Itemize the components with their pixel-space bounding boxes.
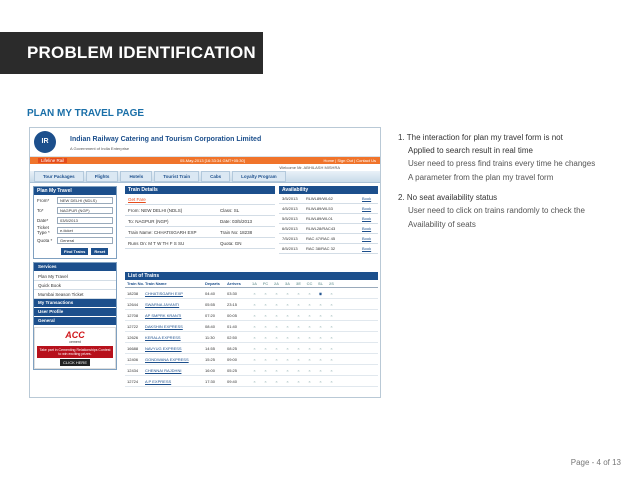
class-radio[interactable]: × [275, 302, 278, 307]
date-input[interactable]: 03/5/2013 [57, 217, 113, 224]
class-radio[interactable]: × [253, 313, 256, 318]
availability-row [279, 204, 378, 214]
class-radio[interactable]: × [253, 368, 256, 373]
td-runs: Runs On: M T W TH F S SU [128, 241, 185, 246]
to-label: To* [37, 207, 44, 213]
train-row [125, 310, 378, 321]
find-trains-button[interactable]: Find Trains [61, 248, 88, 255]
point-1 [398, 131, 628, 185]
train-arrives: 09:00 [227, 357, 238, 362]
col-arrives[interactable]: Arrives [227, 281, 241, 286]
class-radio[interactable]: ◉ [318, 291, 323, 296]
user-profile[interactable]: User Profile [34, 308, 116, 316]
train-number: 12434 [127, 368, 139, 373]
class-radio[interactable]: × [286, 335, 289, 340]
class-radio[interactable]: × [330, 302, 333, 307]
col-sl: SL [317, 281, 324, 286]
td-name: Train Name: CHHATISGARH EXP [128, 230, 197, 235]
train-name-cell [145, 310, 205, 320]
class-radio[interactable]: × [330, 313, 333, 318]
av-status: RLWL89/WL01 [306, 216, 333, 221]
class-radio[interactable]: × [286, 313, 289, 318]
train-number: 16688 [127, 346, 139, 351]
class-radio[interactable]: × [275, 357, 278, 362]
col-train-name: Train Name [145, 281, 167, 286]
class-radio[interactable]: × [297, 368, 300, 373]
train-number: 12406 [127, 357, 139, 362]
service-mumbai-season[interactable]: Mumbai Season Ticket [34, 290, 116, 299]
class-radio[interactable]: × [264, 313, 267, 318]
class-radio[interactable]: × [319, 357, 322, 362]
acc-brand: ACC [65, 330, 85, 340]
book-link[interactable]: Book [362, 236, 372, 241]
class-radio[interactable]: × [264, 324, 267, 329]
col-train-no: Train No. [127, 281, 145, 286]
book-link[interactable]: Book [362, 226, 372, 231]
nav-tourist-train[interactable]: Tourist Train [154, 171, 199, 182]
class-radio[interactable]: × [308, 313, 311, 318]
av-status: RLWL28/RAC43 [306, 226, 336, 231]
class-radio[interactable]: × [297, 335, 300, 340]
point-2 [398, 191, 628, 232]
train-row [125, 288, 378, 299]
my-transactions[interactable]: My Transactions [34, 299, 116, 307]
availability-panel [279, 186, 378, 254]
class-radio[interactable]: × [297, 357, 300, 362]
book-link[interactable]: Book [362, 196, 372, 201]
td-class: Class: SL [220, 208, 240, 213]
class-radio[interactable]: × [286, 324, 289, 329]
point-2-sub1: User need to click on trains randomly to check the [408, 206, 585, 215]
class-radio[interactable]: × [286, 291, 289, 296]
lifeline-link[interactable]: Lifeline Rail [38, 158, 67, 163]
td-date: Date: 03/5/2013 [220, 219, 253, 224]
class-radio[interactable]: × [308, 368, 311, 373]
reset-button[interactable]: Reset [91, 248, 108, 255]
av-status: RLWL89/WL53 [306, 206, 333, 211]
td-number: Train No: 18238 [220, 230, 253, 235]
train-arrives: 01:40 [227, 324, 238, 329]
train-departs: 17:30 [205, 379, 216, 384]
point-1-main: 1. The interaction for plan my travel form is not [398, 133, 563, 142]
class-radio[interactable]: × [308, 324, 311, 329]
train-row [125, 332, 378, 343]
av-date: 3/5/2013 [282, 196, 298, 201]
td-quota: Quota: GN [220, 241, 242, 246]
class-radio[interactable]: × [275, 379, 278, 384]
datetime-text: 05-May-2013 [16:33:34 GMT+05:30] [180, 158, 245, 163]
class-radio[interactable]: × [308, 335, 311, 340]
book-link[interactable]: Book [362, 246, 372, 251]
train-row [125, 321, 378, 332]
availability-row [279, 214, 378, 224]
point-1-sub1: User need to press find trains every time he changes [408, 159, 596, 168]
av-date: 6/5/2013 [282, 226, 298, 231]
nav-hotels[interactable]: Hotels [120, 171, 152, 182]
general[interactable]: General [34, 317, 116, 325]
train-departs: 14:55 [205, 346, 216, 351]
class-radio[interactable]: × [275, 368, 278, 373]
ticket-type-select[interactable]: e-ticket [57, 227, 113, 234]
train-arrives: 05:25 [227, 368, 238, 373]
train-number: 12724 [127, 379, 139, 384]
class-radio[interactable]: × [330, 335, 333, 340]
train-arrives: 00:05 [227, 313, 238, 318]
class-radio[interactable]: × [275, 335, 278, 340]
main-nav [30, 171, 380, 183]
train-name-cell [145, 288, 205, 298]
quota-select[interactable]: General [57, 237, 113, 244]
class-radio[interactable]: × [319, 324, 322, 329]
class-radio[interactable]: × [264, 291, 267, 296]
class-radio[interactable]: × [319, 379, 322, 384]
acc-cta[interactable]: CLICK HERE [60, 359, 90, 366]
train-name-link[interactable]: AP SMPRK KRANTI [145, 313, 182, 318]
class-radio[interactable]: × [264, 302, 267, 307]
train-number: 12722 [127, 324, 139, 329]
train-name-cell [145, 332, 205, 342]
train-name-link[interactable]: KERALA EXPRESS [145, 335, 181, 340]
from-input[interactable]: NEW DELHI (NDLS) [57, 197, 113, 204]
class-radio[interactable]: × [308, 379, 311, 384]
av-date: 8/5/2013 [282, 246, 298, 251]
train-departs: 08:40 [205, 324, 216, 329]
quota-label: Quota * [37, 237, 53, 243]
col-3a: 3A [284, 281, 291, 286]
top-links[interactable]: Home | Sign Out | Contact Us [323, 158, 376, 163]
point-1-sub2: A parameter from the plan my travel form [408, 173, 554, 182]
class-radio[interactable]: × [253, 346, 256, 351]
train-name-cell [145, 376, 205, 386]
ticket-type-label: Ticket Type * [37, 225, 50, 235]
train-list-header [125, 280, 378, 288]
class-radio[interactable]: × [264, 368, 267, 373]
class-radio[interactable]: × [319, 335, 322, 340]
class-radio[interactable]: × [330, 324, 333, 329]
train-details [125, 186, 275, 249]
class-radio[interactable]: × [297, 291, 300, 296]
col-3e: 3E [296, 281, 301, 286]
class-radio[interactable]: × [297, 313, 300, 318]
train-arrives: 09:40 [227, 379, 238, 384]
service-plan-travel[interactable]: Plan My Travel [34, 272, 116, 281]
class-radio[interactable]: × [308, 357, 311, 362]
col-fc: FC [262, 281, 269, 286]
train-name-cell [145, 299, 205, 309]
welcome-text: Welcome Mr. ABHILASH MISHRA [279, 165, 340, 170]
nav-flights[interactable]: Flights [86, 171, 119, 182]
class-radio[interactable]: × [275, 313, 278, 318]
class-radio[interactable]: × [275, 346, 278, 351]
site-header [30, 128, 380, 157]
org-subtitle: A Government of India Enterprise [70, 146, 130, 151]
class-radio[interactable]: × [297, 346, 300, 351]
class-radio[interactable]: × [253, 335, 256, 340]
nav-cabs[interactable]: Cabs [201, 171, 230, 182]
class-radio[interactable]: × [297, 324, 300, 329]
train-departs: 15:25 [205, 357, 216, 362]
av-date: 7/5/2013 [282, 236, 298, 241]
train-departs: 04:40 [205, 291, 216, 296]
class-radio[interactable]: × [253, 379, 256, 384]
train-row [125, 354, 378, 365]
class-radio[interactable]: × [319, 346, 322, 351]
irctc-logo: IR [34, 131, 56, 153]
class-radio[interactable]: × [330, 379, 333, 384]
class-radio[interactable]: × [253, 291, 256, 296]
col-cc: CC [306, 281, 313, 286]
class-radio[interactable]: × [297, 302, 300, 307]
train-name-link[interactable]: CHENNAI RAJDHNI [145, 368, 182, 373]
services-panel [33, 262, 117, 370]
availability-row [279, 234, 378, 244]
class-radio[interactable]: × [286, 302, 289, 307]
class-radio[interactable]: × [264, 357, 267, 362]
availability-row [279, 194, 378, 204]
col-1a: 1A [251, 281, 258, 286]
class-radio[interactable]: × [286, 346, 289, 351]
train-arrives: 02:50 [227, 335, 238, 340]
plan-my-travel-form [33, 186, 117, 259]
av-date: 5/5/2013 [282, 216, 298, 221]
left-column [33, 186, 117, 373]
col-departs[interactable]: Departs [205, 281, 220, 286]
class-radio[interactable]: × [297, 379, 300, 384]
slide-subtitle: PLAN MY TRAVEL PAGE [27, 108, 145, 119]
services-title[interactable]: Services [34, 263, 116, 271]
service-quick-book[interactable]: Quick Book [34, 281, 116, 290]
train-name-link[interactable]: NAVYUG EXPRESS [145, 346, 182, 351]
train-details-title: Train Details [125, 186, 275, 194]
train-name-cell [145, 321, 205, 331]
train-list [125, 272, 378, 387]
train-arrives: 23:15 [227, 302, 238, 307]
train-name-cell [145, 365, 205, 375]
train-number: 18238 [127, 291, 139, 296]
col-2s: 2S [329, 281, 334, 286]
train-name-link[interactable]: SWARNA JAYANTI [145, 302, 180, 307]
train-arrives: 08:25 [227, 346, 238, 351]
date-label: Date* [37, 217, 49, 223]
train-name-link[interactable]: CHHATISGARH EXP [145, 291, 183, 296]
class-radio[interactable]: × [286, 379, 289, 384]
train-name-link[interactable]: A P EXPRESS [145, 379, 172, 384]
class-radio[interactable]: × [275, 324, 278, 329]
point-1-main2: Applied to search result in real time [408, 146, 533, 155]
status-bar [30, 157, 380, 164]
acc-brand-sub: cement [69, 340, 81, 344]
point-2-main: 2. No seat availability status [398, 193, 498, 202]
av-status: RLWL89/WL62 [306, 196, 333, 201]
class-radio[interactable]: × [286, 368, 289, 373]
train-departs: 11:30 [205, 335, 215, 340]
col-2a: 2A [273, 281, 280, 286]
train-list-title: List of Trains [125, 272, 378, 280]
train-departs: 05:55 [205, 302, 216, 307]
slide-banner-title: PROBLEM IDENTIFICATION [0, 32, 263, 74]
td-from: From: NEW DELHI (NDLS) [128, 208, 183, 213]
to-input[interactable]: NAGPUR (NGP) [57, 207, 113, 214]
class-radio[interactable]: × [330, 368, 333, 373]
train-name-cell [145, 343, 205, 353]
nav-tour-packages[interactable]: Tour Packages [34, 171, 84, 182]
train-name-link[interactable]: GONDWANA EXPRESS [145, 357, 189, 362]
get-fare-link[interactable]: Get Fare [128, 197, 146, 202]
availability-row [279, 244, 378, 254]
train-name-cell [145, 354, 205, 364]
av-date: 4/5/2013 [282, 206, 298, 211]
class-radio[interactable]: × [319, 313, 322, 318]
train-number: 12708 [127, 313, 139, 318]
train-row [125, 343, 378, 354]
train-row [125, 365, 378, 376]
availability-title: Availability [279, 186, 378, 194]
org-name: Indian Railway Catering and Tourism Corporation Limited [70, 136, 262, 143]
issue-points [398, 131, 628, 238]
point-2-sub2: Availability of seats [408, 220, 476, 229]
page-number: Page - 4 of 13 [570, 458, 621, 467]
class-radio[interactable]: × [330, 346, 333, 351]
book-link[interactable]: Book [362, 206, 372, 211]
from-label: From* [37, 197, 50, 203]
train-departs: 07:20 [205, 313, 216, 318]
irctc-screenshot [29, 127, 381, 398]
td-to: To: NAGPUR (NGP) [128, 219, 169, 224]
class-radio[interactable]: × [264, 335, 267, 340]
class-radio[interactable]: × [308, 291, 311, 296]
plan-title: Plan My Travel [34, 187, 116, 195]
nav-loyalty[interactable]: Loyalty Program [232, 171, 286, 182]
class-radio[interactable]: × [264, 379, 267, 384]
train-arrives: 03:30 [227, 291, 238, 296]
book-link[interactable]: Book [362, 216, 372, 221]
class-radio[interactable]: × [253, 357, 256, 362]
av-status: RAC 47/RAC 45 [306, 236, 336, 241]
class-radio[interactable]: × [319, 302, 322, 307]
av-status: RAC 38/RAC 32 [306, 246, 336, 251]
train-name-link[interactable]: DAKSHIN EXPRESS [145, 324, 183, 329]
class-radio[interactable]: × [330, 291, 333, 296]
train-departs: 16:00 [205, 368, 216, 373]
train-rows [125, 288, 378, 387]
class-radio[interactable]: × [308, 346, 311, 351]
class-radio[interactable]: × [253, 302, 256, 307]
class-radio[interactable]: × [264, 346, 267, 351]
class-radio[interactable]: × [319, 368, 322, 373]
class-radio[interactable]: × [308, 302, 311, 307]
acc-ad[interactable] [34, 327, 116, 369]
class-radio[interactable]: × [253, 324, 256, 329]
class-radio[interactable]: × [286, 357, 289, 362]
train-number: 12644 [127, 302, 139, 307]
availability-row [279, 224, 378, 234]
train-number: 12626 [127, 335, 139, 340]
class-radio[interactable]: × [330, 357, 333, 362]
train-row [125, 299, 378, 310]
class-radio[interactable]: × [275, 291, 278, 296]
train-row [125, 376, 378, 387]
acc-text: Take part in Cementing Relationships Contest to win exciting prizes. [37, 346, 113, 358]
